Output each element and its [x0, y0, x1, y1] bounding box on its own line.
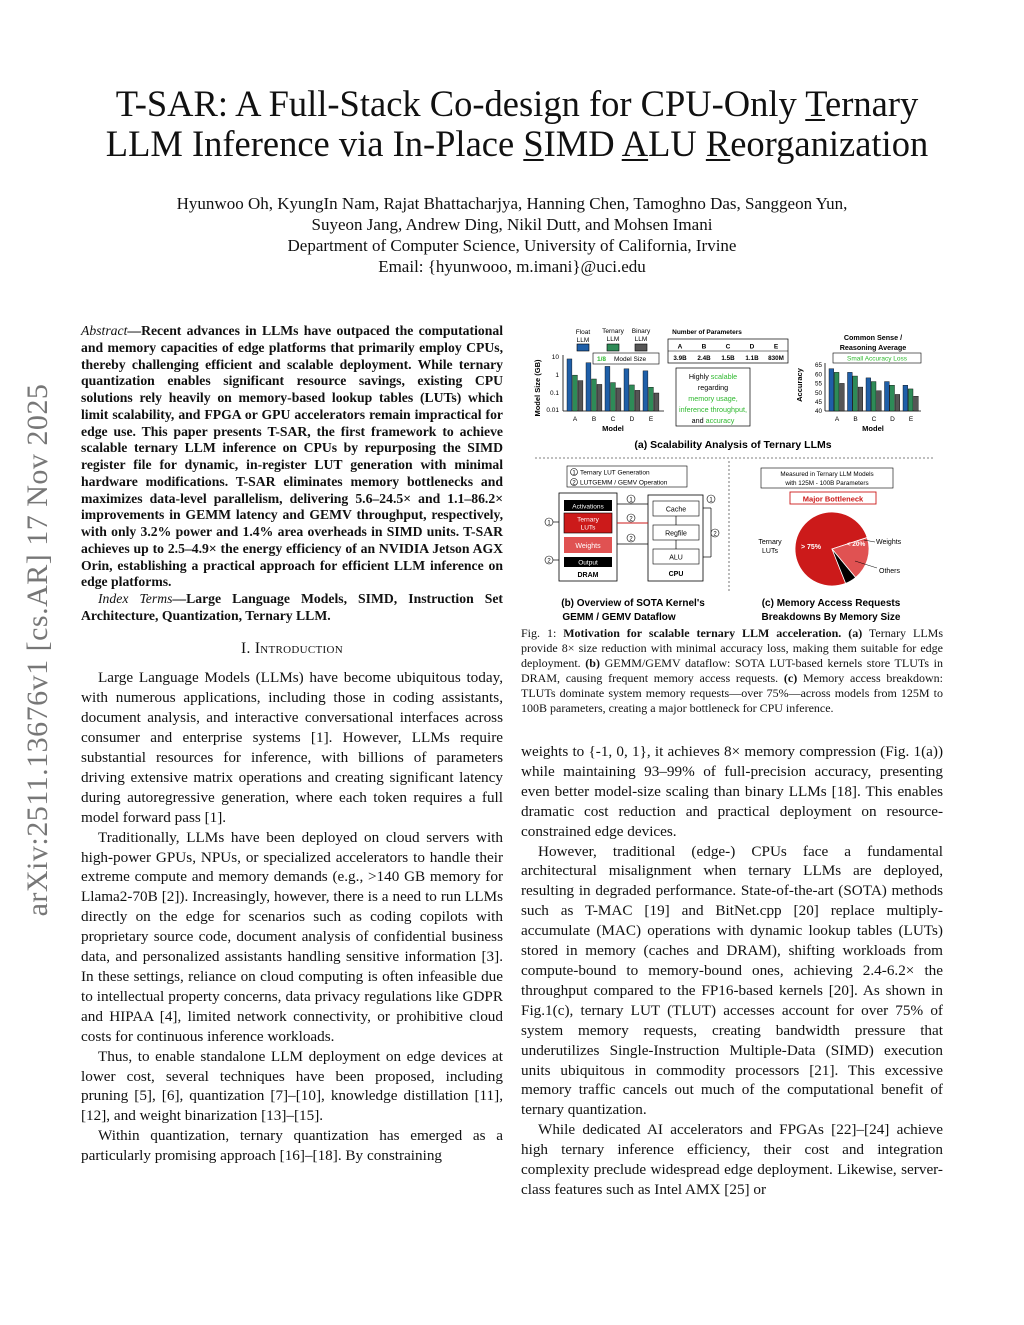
cache-label: Cache [665, 506, 687, 514]
acc-bar-B-1 [853, 376, 858, 411]
panel-b-caption-1: (b) Overview of SOTA Kernel's [561, 598, 705, 609]
measured-note-2: with 125M - 100B Parameters [785, 480, 869, 487]
svg-text:Highly scalable: Highly scalable [688, 372, 738, 381]
right-column [521, 742, 943, 1200]
figure-caption: Fig. 1: Motivation for scalable ternary LLM acceleration. (a) Ternary LLMs provide 8× size reduction with minimal accuracy loss, making them suitable for edge deployment. (b) GEMM/GEMV dataflow: SOTA LUT-based kernels store TLUTs in DRAM, causing frequent memory access requests. (c) Memory access breakdown: TLUTs dominate system memory requests—over 75%—across models from 125M to 100B parameters, creating a major bottleneck for CPU inference. [521, 626, 944, 715]
svg-text:regarding: regarding [697, 383, 729, 392]
size-bar-A-2 [578, 381, 583, 411]
acc-bar-D-0 [885, 382, 890, 411]
svg-text:LLM: LLM [576, 337, 590, 344]
acc-title-1: Common Sense / [843, 333, 903, 342]
svg-text:and accuracy: and accuracy [691, 416, 735, 425]
arxiv-stamp [8, 330, 68, 970]
size-tick: 10 [551, 354, 559, 361]
author-line-1: Hyunwoo Oh, KyungIn Nam, Rajat Bhattacharjya, Hanning Chen, Tamoghno Das, Sanggeon Yun, [176, 194, 848, 213]
size-bar-C-0 [605, 366, 610, 411]
acc-bars [829, 369, 918, 411]
size-bar-C-2 [616, 388, 621, 411]
abstract-text: —Recent advances in LLMs have outpaced the computational and memory capacities of edge platforms that primarily employ CPUs, thereby challenging efficient and scalable deployment. While ternary quantization enables significant resource savings, existing CPU solutions rely heavily on memory-based lookup tables (LUTs) which limit scalability, and FPGA or GPU accelerators remain impractical for edge use. This paper presents T-SAR, the first framework to achieve scalable ternary LLM inference on CPUs by repurposing the SIMD register file for dynamic, in-register LUT generation with minimal hardware modifications. T-SAR eliminates memory bottlenecks and maximizes data-level parallelism, delivering 5.6–24.5× and 1.1–86.2× improvements in GEMM latency and GEMV throughput, respectively, with only 3.2% power and 1.4% area overheads in SIMD units. T-SAR achieves up to 2.5–4.9× the energy efficiency of an NVIDIA Jetson AGX Orin, establishing a practical approach for efficient LLM inference on edge platforms. [81, 323, 503, 590]
acc-category-label: E [908, 416, 914, 423]
cpu-label: CPU [668, 571, 684, 578]
intro-paragraph: Thus, to enable standalone LLM deployment on edge devices at lower cost, several techniques have been proposed, including pruning [5], [6], quantization [7]–[10], knowledge distillation [11], [12], and weight binarization [13]–[15]. [81, 1047, 503, 1125]
title-line-2: LLM Inference via In-Place SIMD ALU Reorganization [105, 123, 929, 164]
pie-weights-pct: < 20% [846, 541, 866, 548]
panel-a-caption: (a) Scalability Analysis of Ternary LLMs [634, 439, 832, 451]
panel-c [758, 468, 901, 623]
panel-b [545, 461, 729, 623]
index-terms-label: Index Terms [98, 591, 173, 606]
legend-ternary-swatch [607, 344, 619, 351]
figure-1 [521, 323, 945, 628]
intro-paragraph: weights to {-1, 0, 1}, it achieves 8× memory compression (Fig. 1(a)) while maintaining 93–99% of full-precision accuracy, presenting even better model-size scaling than binary LLMs [18]. This enables dramatic cost reduction and practical deployment on resource-constrained edge devices. [521, 743, 943, 840]
size-tick: 1 [555, 372, 559, 379]
acc-tick: 45 [814, 399, 822, 406]
output-label: Output [578, 559, 598, 567]
index-terms [81, 591, 503, 625]
legend-float-swatch [577, 344, 589, 351]
dram-label: DRAM [577, 572, 599, 579]
intro-paragraph: Within quantization, ternary quantization has emerged as a particularly promising approach [16]–[18]. By constraining [81, 1127, 503, 1165]
acc-category-label: C [871, 416, 877, 423]
intro-paragraph: However, traditional (edge-) CPUs face a fundamental architectural misalignment when ternary LLMs are deployed, resulting in degraded performance. State-of-the-art (SOTA) methods such as T-MAC [19] and BitNet.cpp [20] replace multiply-accumulate (MAC) operations with dynamic lookup tables (LUTs) stored in memory (caches and DRAM), shifting workloads from compute-bound to memory-bound ones, achieving 2.4-6.2× the throughput compared to the FP16-based kernels [20]. As shown in Fig.1(c), ternary LUT (TLUT) accesses account for over 75% of system memory requests, creating bandwidth pressure that underutilizes Single-Instruction Multiple-Data (SIMD) execution units ubiquitous in commodity processors [21]. This excessive memory traffic cancels out much of the computational benefit of ternary quantization. [521, 842, 943, 1119]
acc-bar-D-1 [890, 385, 895, 411]
acc-tick: 55 [814, 380, 822, 388]
size-category-label: E [648, 416, 654, 423]
affiliation: Department of Computer Science, University of California, Irvine [287, 236, 737, 255]
params-title: Number of Parameters [672, 329, 742, 336]
paper-title [70, 84, 964, 164]
svg-text:2: 2 [547, 558, 551, 565]
acc-category-label: D [890, 416, 895, 423]
legend-binary-label: Binary [631, 328, 651, 335]
accuracy-axis-label: Accuracy [795, 368, 804, 402]
params-value: 1.1B [745, 355, 759, 362]
size-tick: 0.1 [549, 390, 559, 397]
author-block [90, 193, 934, 277]
svg-text:LLM: LLM [606, 336, 620, 343]
size-category-label: C [610, 416, 616, 423]
abstract-label: Abstract [81, 323, 128, 338]
params-model-header: E [773, 343, 779, 351]
acc-bar-B-2 [858, 387, 863, 411]
legend-ternary-label: Ternary [602, 328, 624, 335]
acc-bar-A-1 [834, 372, 839, 411]
size-bar-A-1 [573, 375, 578, 411]
svg-text:1: 1 [547, 520, 551, 527]
params-model-header: B [701, 343, 707, 351]
svg-text:1: 1 [709, 497, 713, 504]
measured-note-1: Measured in Ternary LLM Models [780, 471, 874, 478]
intro-paragraph: Large Language Models (LLMs) have become ubiquitous today, with numerous applications, including those in coding assistants, document analysis, and interactive conversational interfaces across consumer and enterprise systems [1]. However, LLMs require substantial resources for inference, with billions of parameters driving extensive matrix operations and creating significant latency during autoregressive generation, where each token requires a full model forward pass [1]. [81, 669, 503, 826]
regfile-label: Regfile [665, 530, 687, 538]
params-model-header: A [677, 343, 683, 351]
acc-bar-E-1 [908, 389, 913, 411]
size-category-label: B [591, 416, 597, 423]
legend-tlut-generation: Ternary LUT Generation [580, 469, 650, 477]
size-bar-B-1 [592, 379, 597, 411]
svg-text:LLM: LLM [634, 336, 648, 343]
svg-text:2: 2 [572, 480, 576, 487]
legend-float-label: Float [575, 329, 591, 336]
acc-tick: 40 [814, 408, 822, 416]
pie-tlut-label: Ternary [758, 539, 782, 546]
acc-bar-E-2 [914, 396, 919, 411]
legend-lutgemm: LUTGEMM / GEMV Operation [580, 479, 668, 487]
size-category-label: A [572, 416, 578, 423]
index-terms-text: —Large Language Models, SIMD, Instruction Set Architecture, Quantization, Ternary LLM. [81, 591, 503, 623]
size-tick: 0.01 [546, 407, 559, 414]
size-bar-E-1 [649, 387, 654, 411]
size-note: Model Size [614, 356, 647, 363]
panel-c-caption-1: (c) Memory Access Requests [761, 598, 901, 609]
acc-xlabel: Model [862, 424, 884, 433]
size-bar-A-0 [567, 359, 572, 411]
acc-bar-E-0 [903, 385, 908, 411]
svg-text:inference throughput,: inference throughput, [679, 405, 747, 414]
alu-label: ALU [669, 554, 683, 562]
params-model-header: D [749, 343, 755, 351]
author-line-2: Suyeon Jang, Andrew Ding, Nikil Dutt, and Mohsen Imani [311, 215, 713, 234]
arxiv-stamp-text: arXiv:2511.13676v1 [cs.AR] 17 Nov 2025 [21, 383, 54, 917]
acc-bar-B-0 [848, 372, 853, 411]
activations-label: Activations [572, 503, 604, 511]
author-email: Email: {hyunwooo, m.imani}@uci.edu [378, 257, 646, 276]
acc-category-label: A [834, 416, 840, 423]
intro-paragraph: While dedicated AI accelerators and FPGAs [22]–[24] achieve high ternary inference efficiency, their cost and integration complexity preclude widespread edge deployment. Likewise, server-class features such as Intel AMX [25] or [521, 1121, 943, 1198]
svg-text:1: 1 [629, 497, 633, 504]
panel-c-caption-2: Breakdowns By Memory Size [761, 612, 901, 623]
size-bar-D-0 [624, 369, 629, 411]
pie-tlut-pct: > 75% [800, 544, 822, 551]
left-column [81, 323, 503, 1166]
size-bar-D-1 [630, 385, 635, 411]
size-bar-C-1 [611, 383, 616, 411]
acc-bar-C-0 [866, 378, 871, 411]
params-value: 2.4B [697, 355, 711, 362]
svg-text:LUTs: LUTs [580, 524, 596, 532]
size-note-highlight: 1/8 [597, 356, 607, 363]
weights-label: Weights [575, 543, 601, 550]
abstract [81, 323, 503, 591]
svg-text:2: 2 [629, 536, 633, 543]
acc-note: Small Accuracy Loss [847, 355, 907, 363]
params-value: 3.9B [673, 355, 687, 362]
size-bars [567, 359, 659, 411]
acc-tick: 65 [814, 362, 822, 370]
acc-bar-D-2 [895, 394, 900, 411]
size-bar-E-0 [643, 371, 648, 411]
params-value: 830M [768, 355, 784, 362]
figure-1-svg [521, 323, 945, 628]
bottleneck-label: Major Bottleneck [802, 494, 864, 504]
panel-a [533, 328, 933, 458]
acc-bar-A-0 [829, 369, 834, 411]
panel-b-caption-2: GEMM / GEMV Dataflow [562, 612, 676, 623]
section-heading-introduction: I. Introduction [240, 639, 344, 657]
model-size-axis-label: Model Size (GB) [533, 359, 542, 417]
size-bar-E-2 [654, 393, 659, 411]
size-category-label: D [629, 416, 635, 423]
acc-tick: 50 [814, 389, 822, 397]
size-xlabel: Model [602, 424, 624, 433]
svg-text:2: 2 [713, 531, 717, 538]
acc-tick: 60 [814, 371, 822, 379]
svg-text:memory usage,: memory usage, [688, 394, 738, 403]
ternary-luts-label: Ternary [577, 516, 599, 524]
acc-bar-A-2 [840, 383, 845, 411]
svg-text:LUTs: LUTs [762, 548, 778, 555]
acc-bar-C-1 [871, 382, 876, 411]
params-model-header: C [725, 343, 731, 351]
svg-text:2: 2 [629, 516, 633, 523]
params-value: 1.5B [721, 355, 735, 362]
size-bar-D-2 [635, 390, 640, 411]
title-line-1: T-SAR: A Full-Stack Co-design for CPU-Only Ternary [115, 83, 919, 124]
acc-bar-C-2 [877, 391, 882, 411]
acc-ticks [815, 362, 823, 415]
acc-categories [835, 416, 914, 423]
legend-binary-swatch [635, 344, 647, 351]
pie-weights-label: Weights [876, 539, 902, 546]
intro-paragraph: Traditionally, LLMs have been deployed on cloud servers with high-power GPUs, NPUs, or specialized accelerators to handle their extreme compute and memory demands (e.g., >140 GB memory for Llama2-70B [2]). Increasingly, however, there is a need to run LLMs directly on the edge for scenarios such as coding copilots with proprietary source code, document analysis of confidential business data, and personalized assistants handling sensitive information [3]. In these settings, reliance on cloud computing is often infeasible due to intellectual property concerns, data privacy regulations like GDPR and HIPAA [4], limited network connectivity, or prohibitive cloud costs for continuous inference workloads. [81, 828, 503, 1045]
acc-title-2: Reasoning Average [839, 343, 907, 352]
size-bar-B-0 [586, 363, 591, 411]
acc-category-label: B [853, 416, 858, 423]
size-bar-B-2 [597, 384, 602, 411]
svg-text:1: 1 [572, 470, 576, 477]
size-categories [573, 416, 654, 423]
pie-others-label: Others [879, 568, 901, 575]
